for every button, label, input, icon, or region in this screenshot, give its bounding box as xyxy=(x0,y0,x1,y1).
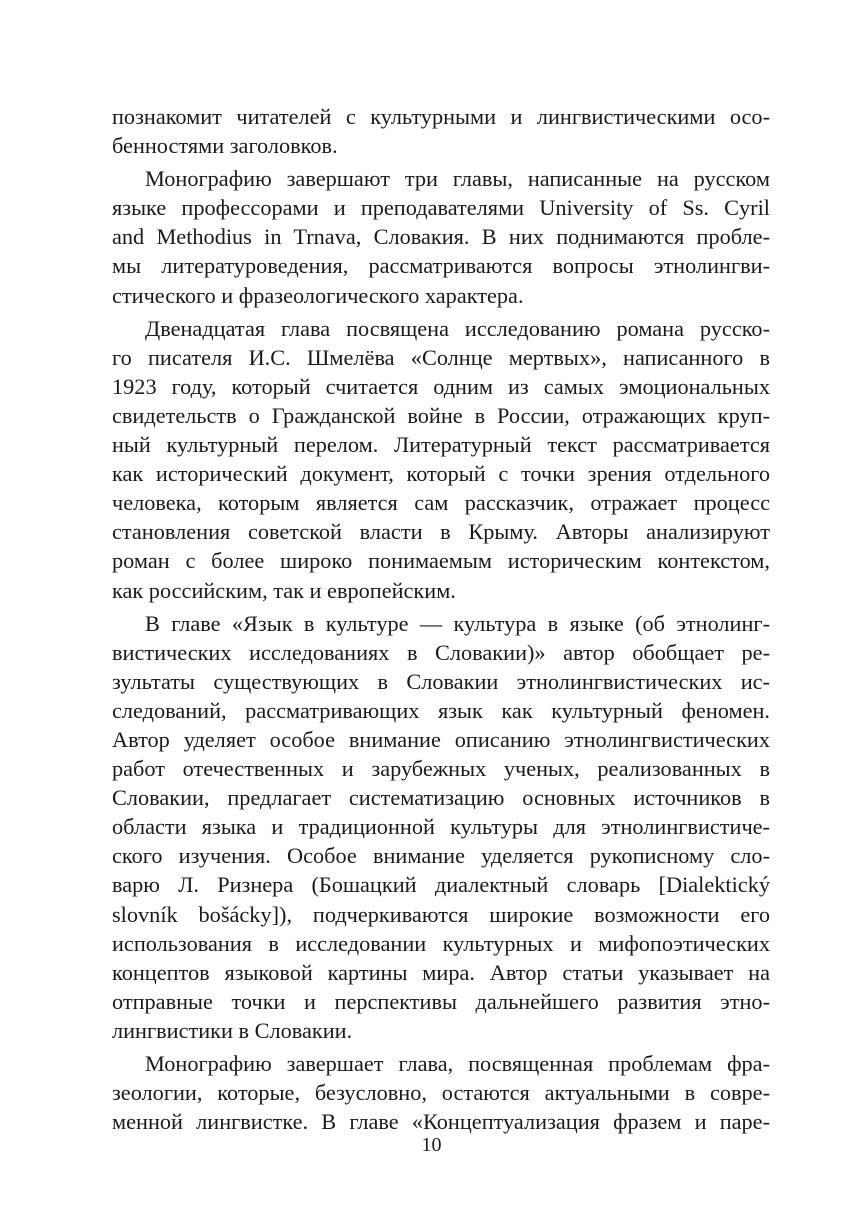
text-line: зеологии, которые, безусловно, остаются актуальными в совре- xyxy=(112,1080,770,1106)
text-line: варю Л. Ризнера (Бошацкий диалектный словарь [Dialektický xyxy=(112,872,770,898)
page-number: 10 xyxy=(421,1134,442,1156)
text-line: В главе «Язык в культуре — культура в языке (об этнолинг- xyxy=(145,610,770,636)
text-line: работ отечественных и зарубежных ученых, реализованных в xyxy=(112,756,770,782)
text-line: Словакии, предлагает систематизацию основных источников в xyxy=(112,785,770,811)
text-line: познакомит читателей с культурными и лингвистическими осо- xyxy=(112,104,770,129)
text-line: человека, которым является сам рассказчик, отражает процесс xyxy=(112,490,770,516)
paragraph xyxy=(112,102,770,160)
text-line: использования в исследовании культурных и мифопоэтических xyxy=(112,930,770,956)
paragraph xyxy=(112,164,770,309)
text-line: вистических исследованиях в Словакии)» автор обобщает ре- xyxy=(112,639,770,665)
text-line: slovník bošácky]), подчеркиваются широкие возможности его xyxy=(112,901,770,927)
paragraph xyxy=(112,314,770,605)
text-line: бенностями заголовков. xyxy=(112,133,338,159)
text-line: области языка и традиционной культуры для этнолингвистиче- xyxy=(112,814,770,840)
text-line: лингвистики в Словакии. xyxy=(112,1017,353,1043)
text-line: как исторический документ, который с точки зрения отдельного xyxy=(112,461,770,487)
text-line: языке профессорами и преподавателями University of Ss. Cyril xyxy=(112,195,770,221)
text-line: мы литературоведения, рассматриваются вопросы этнолингви- xyxy=(112,253,770,279)
text-line: Монографию завершают три главы, написанные на русском xyxy=(145,166,770,192)
text-line: следований, рассматривающих язык как культурный феномен. xyxy=(112,697,770,723)
paragraph xyxy=(112,1049,770,1136)
text-line: and Methodius in Trnava, Словакия. В них поднимаются пробле- xyxy=(112,224,770,250)
text-line: концептов языковой картины мира. Автор статьи указывает на xyxy=(112,959,770,985)
text-line: становления советской власти в Крыму. Авторы анализируют xyxy=(112,519,770,545)
text-line: отправные точки и перспективы дальнейшего развития этно- xyxy=(112,988,770,1014)
text-line: менной лингвистке. В главе «Концептуализация фразем и паре- xyxy=(112,1109,770,1135)
paragraph xyxy=(112,609,770,1045)
text-line: ского изучения. Особое внимание уделяется рукописному сло- xyxy=(112,843,770,869)
text-line: 1923 году, который считается одним из самых эмоциональных xyxy=(112,373,770,399)
text-line: зультаты существующих в Словакии этнолингвистических ис- xyxy=(112,668,770,694)
body-text xyxy=(112,102,770,1136)
text-line: Монографию завершает глава, посвященная проблемам фра- xyxy=(145,1051,770,1076)
text-line: Двенадцатая глава посвящена исследованию романа русско- xyxy=(145,315,770,341)
text-line: го писателя И.С. Шмелёва «Солнце мертвых», написанного в xyxy=(112,344,770,370)
text-line: ный культурный перелом. Литературный текст рассматривается xyxy=(112,432,770,458)
text-line: Автор уделяет особое внимание описанию этнолингвистических xyxy=(112,726,770,752)
text-line: роман с более широко понимаемым историческим контекстом, xyxy=(112,548,770,574)
text-line: свидетельств о Гражданской войне в России, отражающих круп- xyxy=(112,402,770,428)
text-line: как российским, так и европейским. xyxy=(112,577,456,603)
text-line: стического и фразеологического характера. xyxy=(112,282,524,308)
